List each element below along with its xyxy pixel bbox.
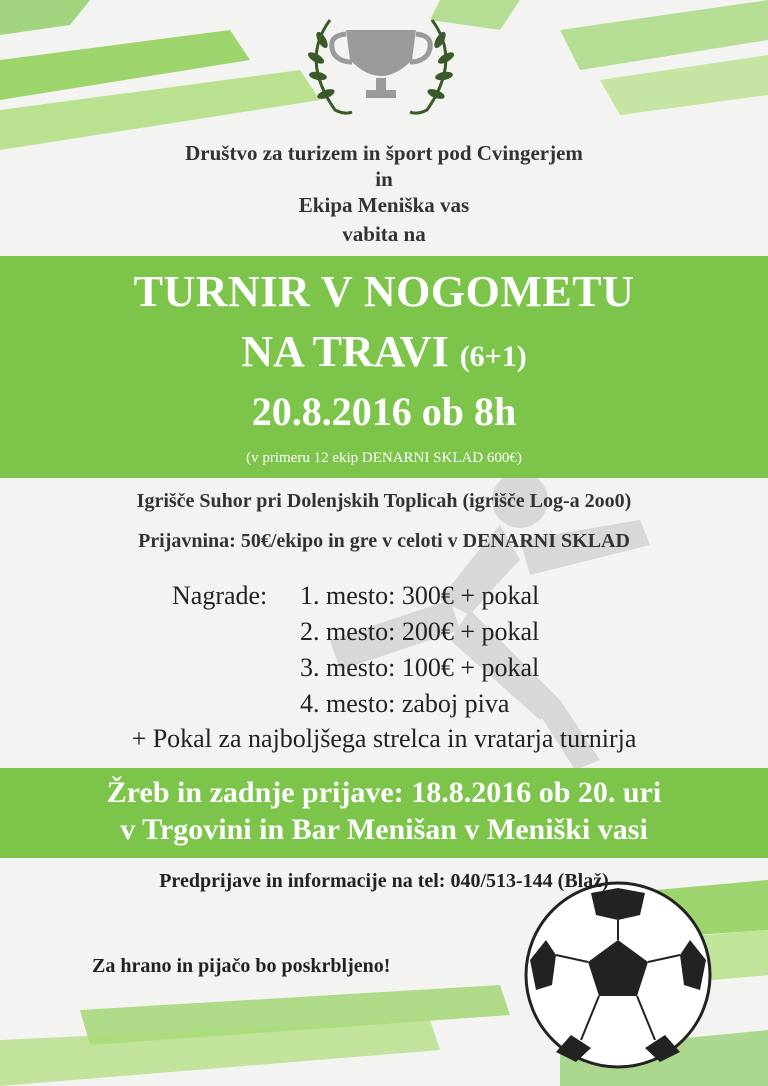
event-date: 20.8.2016 ob 8h xyxy=(251,389,517,434)
title-line-2-text: NA TRAVI xyxy=(241,327,449,376)
organizer-line-2: in xyxy=(375,167,393,191)
organizer-line-3: Ekipa Meniška vas xyxy=(298,193,470,217)
prize-item: 2. mesto: 200€ + pokal xyxy=(300,617,540,646)
food-note: Za hrano in pijačo bo poskrbljeno! xyxy=(92,955,391,977)
prize-item: 1. mesto: 300€ + pokal xyxy=(300,581,540,610)
invite-text: vabita na xyxy=(342,222,426,246)
organizers xyxy=(0,140,768,218)
soccer-ball-icon xyxy=(526,883,710,1067)
prize-fund-note: (v primeru 12 ekip DENARNI SKLAD 600€) xyxy=(246,450,522,466)
draw-line-2: v Trgovini in Bar Menišan v Meniški vasi xyxy=(120,813,648,846)
entry-fee: Prijavnina: 50€/ekipo in gre v celoti v DENARNI SKLAD xyxy=(138,530,630,552)
bonus-prize: + Pokal za najboljšega strelca in vratarja turnirja xyxy=(131,724,637,753)
draw-line-1: Žreb in zadnje prijave: 18.8.2016 ob 20. uri xyxy=(106,776,662,809)
prize-item: 3. mesto: 100€ + pokal xyxy=(300,653,540,682)
organizer-line-1: Društvo za turizem in šport pod Cvingerjem xyxy=(185,141,583,165)
prize-item: 4. mesto: zaboj piva xyxy=(300,689,510,718)
title-format: (6+1) xyxy=(459,340,527,373)
venue: Igrišče Suhor pri Dolenjskih Toplicah (igrišče Log-a 2oo0) xyxy=(136,490,632,512)
title-line-1: TURNIR V NOGOMETU xyxy=(133,267,635,316)
trophy-icon xyxy=(332,30,431,98)
title-line-2 xyxy=(0,326,768,377)
contact-info: Predprijave in informacije na tel: 040/513-144 (Blaž) xyxy=(159,870,609,892)
prizes-label: Nagrade: xyxy=(172,581,268,610)
